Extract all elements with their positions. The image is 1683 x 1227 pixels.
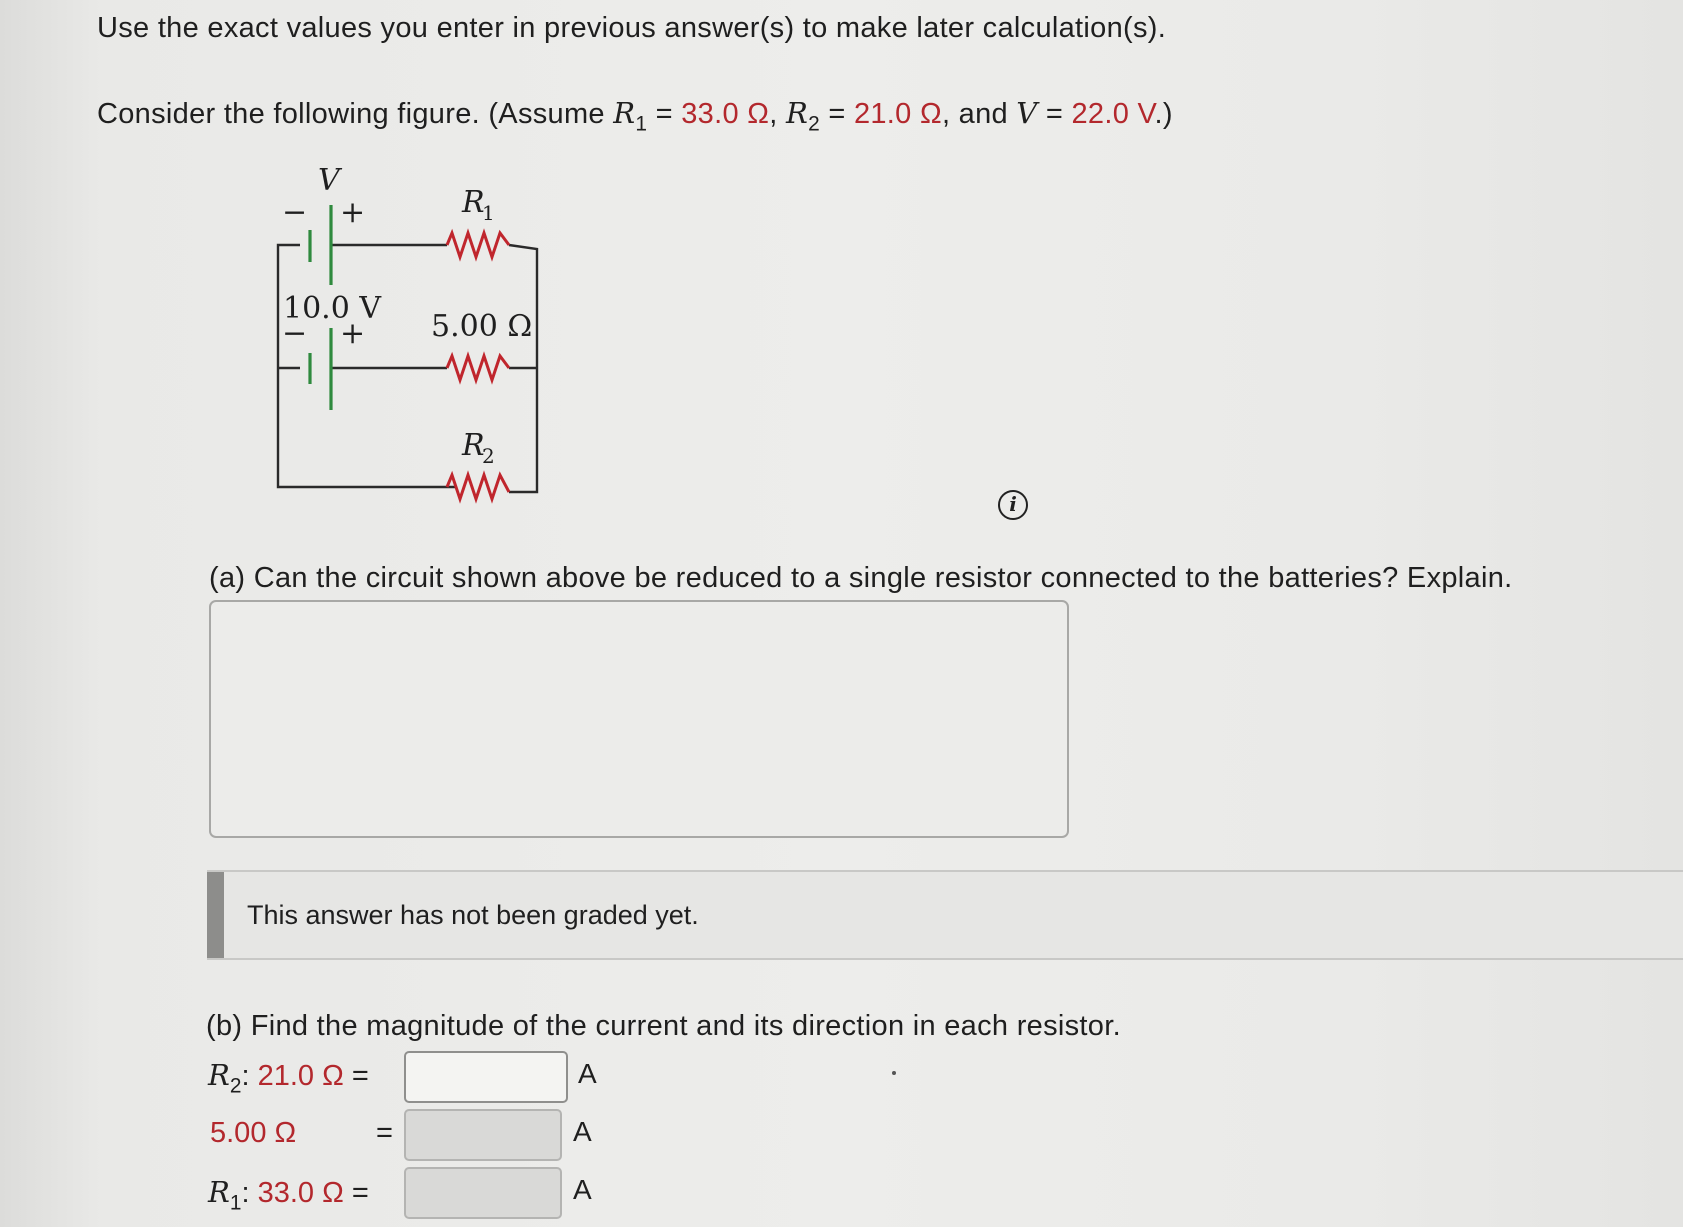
part-a-question: (a) Can the circuit shown above be reduced to a single resistor connected to the batteries? Explain. [209,562,1513,594]
row3-unit: A [573,1174,592,1205]
r2-current-label [208,1058,369,1098]
statement-outro: .) [1154,98,1173,130]
row2-value: 5.00 Ω [210,1117,297,1149]
r2-current-input[interactable] [404,1051,568,1103]
part-a-answer-textarea[interactable] [209,600,1069,838]
r1-current-input[interactable] [404,1167,562,1219]
row3-equals: = [351,1177,369,1209]
row2-equals: = [376,1117,393,1149]
row3-colon: : [241,1177,250,1209]
instruction-text: Use the exact values you enter in previous answer(s) to make later calculation(s). [97,12,1167,44]
grading-status-text: This answer has not been graded yet. [247,900,699,930]
mid-minus-sign: − [282,316,308,351]
row1-value: 21.0 Ω [257,1060,344,1092]
row1-subscript: 2 [229,1074,242,1098]
mid-current-label [210,1117,296,1150]
info-icon[interactable]: i [998,490,1028,520]
row3-symbol: R [208,1175,230,1209]
row3-value: 33.0 Ω [257,1177,344,1209]
circuit-r1-label: R [462,185,485,220]
row1-colon: : [241,1060,250,1092]
statement-and: , and [941,98,1017,130]
row3-subscript: 1 [229,1191,242,1215]
r2-symbol: R [785,96,809,130]
battery-value-label: 10.0 V [283,291,381,326]
row1-equals: = [351,1060,369,1092]
part-b-question: (b) Find the magnitude of the current and its direction in each resistor. [206,1010,1121,1042]
r2-subscript: 2 [808,112,820,136]
mid-current-input[interactable] [404,1109,562,1161]
mid-plus-sign: + [340,316,366,351]
grading-status-panel [207,870,1683,960]
mid-resistor [447,356,509,380]
r1-symbol: R [613,96,636,130]
stray-dot [892,1071,896,1075]
top-plus-sign: + [340,195,366,230]
r1-subscript: 1 [635,112,648,136]
row2-unit: A [573,1116,592,1147]
r1-current-label [208,1175,369,1215]
grading-status-bar [207,872,224,958]
left-rail-wire [278,245,455,487]
circuit-r2-subscript: 2 [482,444,495,468]
row1-symbol: R [208,1058,230,1092]
r1-value: 33.0 Ω [681,98,770,130]
circuit-r2-label: R [462,428,485,463]
row1-unit: A [578,1058,597,1089]
v-symbol: V [1016,96,1038,130]
statement-intro: Consider the following figure. (Assume [97,98,614,130]
top-minus-sign: − [282,195,308,230]
r2-value: 21.0 Ω [853,98,942,130]
mid-resistor-label: 5.00 Ω [431,309,533,344]
v-value: 22.0 V [1071,98,1155,130]
r1-resistor [447,233,509,257]
circuit-v-label: V [318,163,340,198]
r2-resistor [447,475,509,499]
circuit-r1-subscript: 1 [482,201,495,225]
problem-statement: Consider the following figure. (Assume $R_1 = 33.0$ Ω, $R_2 = 21.0$ Ω, and V = 22.0 V.) [97,96,1173,136]
